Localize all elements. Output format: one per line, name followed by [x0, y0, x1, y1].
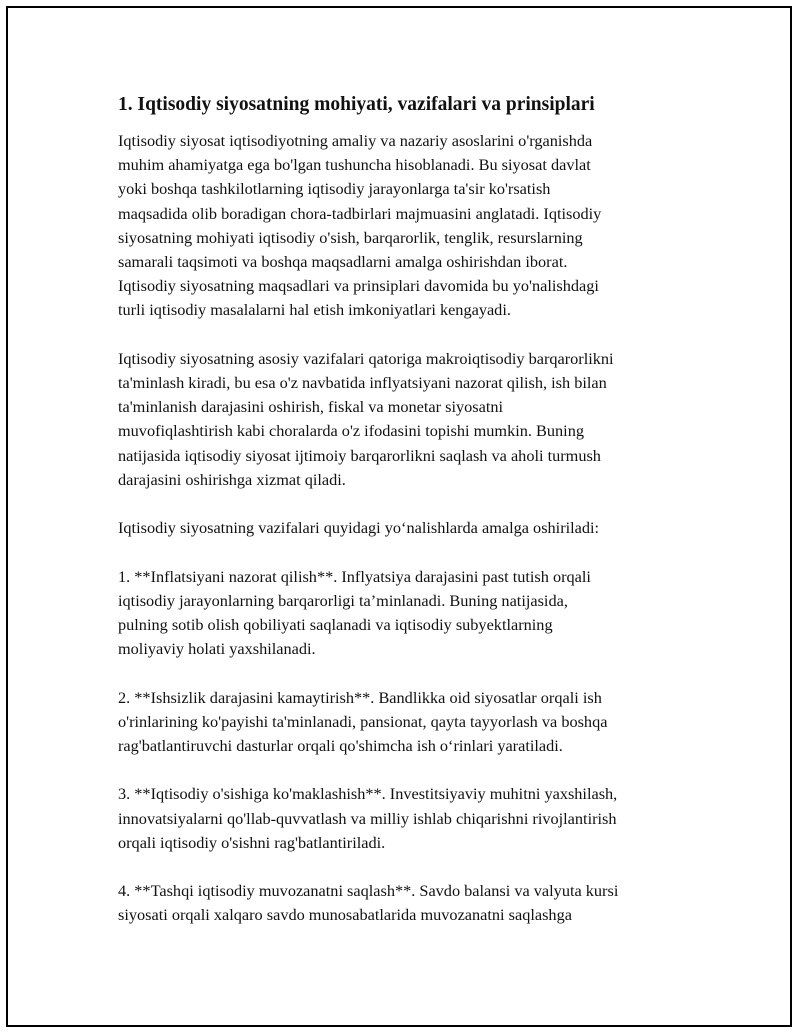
paragraph: [118, 565, 698, 662]
paragraph: [118, 347, 698, 492]
text-line: siyosatning mohiyati iqtisodiy o'sish, barqarorlik, tenglik, resurslarning: [118, 227, 583, 247]
text-line: iqtisodiy jarayonlarning barqarorligi ta’minlanadi. Buning natijasida,: [118, 590, 568, 610]
text-line: samarali taqsimoti va boshqa maqsadlarni amalga oshirishdan iborat.: [118, 252, 568, 272]
text-line: 2. **Ishsizlik darajasini kamaytirish**. Bandlikka oid siyosatlar orqali ish: [118, 687, 602, 707]
text-line: ta'minlanish darajasini oshirish, fiskal va monetar siyosatni: [118, 397, 504, 417]
paragraph: [118, 129, 698, 323]
text-line: darajasini oshirishga xizmat qiladi.: [118, 469, 346, 489]
paragraph: [118, 879, 698, 927]
text-line: pulning sotib olish qobiliyati saqlanadi va iqtisodiy subyektlarning: [118, 615, 553, 635]
text-line: orqali iqtisodiy o'sishni rag'batlantiriladi.: [118, 832, 386, 852]
document-body: [118, 93, 698, 952]
paragraph-list: [118, 129, 698, 928]
text-line: rag'batlantiruvchi dasturlar orqali qo'shimcha ish o‘rinlari yaratiladi.: [118, 736, 563, 756]
text-line: moliyaviy holati yaxshilanadi.: [118, 639, 316, 659]
text-line: ta'minlash kiradi, bu esa o'z navbatida inflyatsiyani nazorat qilish, ish bilan: [118, 373, 607, 393]
paragraph: [118, 516, 698, 540]
text-line: turli iqtisodiy masalalarni hal etish imkoniyatlari kengayadi.: [118, 300, 511, 320]
text-line: 4. **Tashqi iqtisodiy muvozanatni saqlash**. Savdo balansi va valyuta kursi: [118, 881, 619, 901]
text-line: muvofiqlashtirish kabi choralarda o'z ifodasini topishi mumkin. Buning: [118, 421, 584, 441]
text-line: yoki boshqa tashkilotlarning iqtisodiy jarayonlarga ta'sir ko'rsatish: [118, 179, 551, 199]
section-title: 1. Iqtisodiy siyosatning mohiyati, vazifalari va prinsiplari: [118, 94, 595, 115]
text-line: siyosati orqali xalqaro savdo munosabatlarida muvozanatni saqlashga: [118, 905, 572, 925]
text-line: 3. **Iqtisodiy o'sishiga ko'maklashish**. Investitsiyaviy muhitni yaxshilash,: [118, 784, 618, 804]
paragraph: [118, 782, 698, 855]
paragraph: [118, 686, 698, 759]
text-line: Iqtisodiy siyosat iqtisodiyotning amaliy va nazariy asoslarini o'rganishda: [118, 131, 593, 150]
text-line: Iqtisodiy siyosatning asosiy vazifalari qatoriga makroiqtisodiy barqarorlikni: [118, 348, 614, 368]
text-line: 1. **Inflatsiyani nazorat qilish**. Inflyatsiya darajasini past tutish orqali: [118, 566, 591, 586]
text-line: o'rinlarining ko'payishi ta'minlanadi, pansionat, qayta tayyorlash va boshqa: [118, 711, 608, 731]
text-line: innovatsiyalarni qo'llab-quvvatlash va milliy ishlab chiqarishni rivojlantirish: [118, 808, 617, 828]
text-line: maqsadida olib boradigan chora-tadbirlari majmuasini anglatadi. Iqtisodiy: [118, 203, 602, 223]
text-line: Iqtisodiy siyosatning vazifalari quyidagi yo‘nalishlarda amalga oshiriladi:: [118, 518, 600, 538]
text-line: muhim ahamiyatga ega bo'lgan tushuncha hisoblanadi. Bu siyosat davlat: [118, 155, 591, 175]
text-line: natijasida iqtisodiy siyosat ijtimoiy barqarorlikni saqlash va aholi turmush: [118, 445, 601, 465]
text-line: Iqtisodiy siyosatning maqsadlari va prinsiplari davomida bu yo'nalishdagi: [118, 276, 599, 296]
